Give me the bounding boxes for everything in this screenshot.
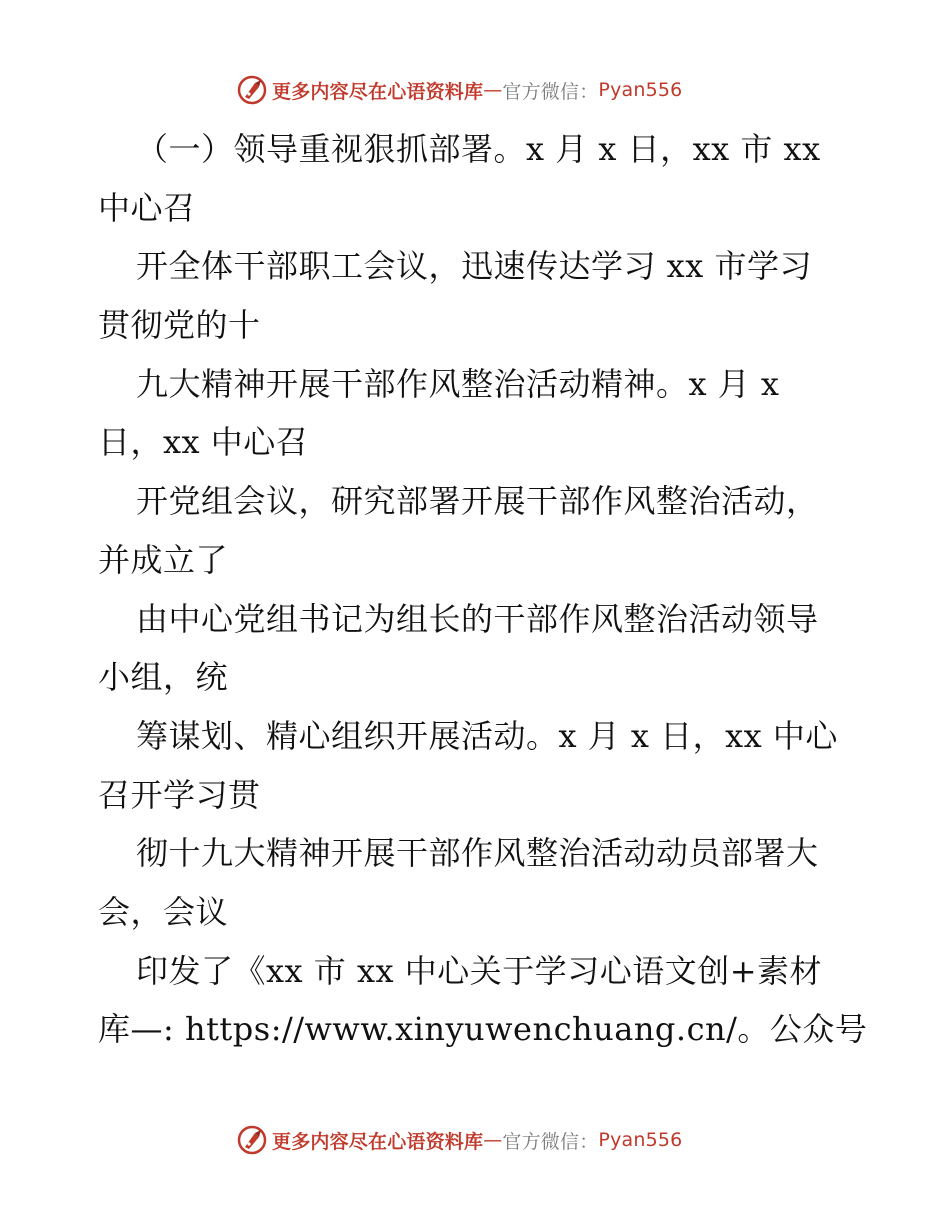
body-line: 九大精神开展干部作风整治活动精神。x 月 x xyxy=(136,364,780,403)
body-line: 库—: https://www.xinyuwenchuang.cn/。公众号 xyxy=(98,1010,868,1049)
body-line: 由中心党组书记为组长的干部作风整治活动领导 xyxy=(136,599,819,638)
body-line: 彻十九大精神开展干部作风整治活动动员部署大 xyxy=(136,834,819,873)
body-line: 中心召 xyxy=(98,188,196,227)
pen-nib-logo-icon xyxy=(236,1124,268,1156)
banner-dash: — xyxy=(483,79,503,101)
banner-wechat-label: 官方微信： xyxy=(502,80,599,103)
banner-wechat-id: Pyan556 xyxy=(598,1129,683,1151)
body-line: 会，会议 xyxy=(98,892,229,931)
body-line: 并成立了 xyxy=(98,540,229,579)
body-line: 开党组会议，研究部署开展干部作风整治活动， xyxy=(136,482,819,521)
document-body xyxy=(98,120,868,1059)
body-line: 筹谋划、精心组织开展活动。x 月 x 日，xx 中心 xyxy=(136,716,838,755)
banner-main-text: 更多内容尽在心语资料库 xyxy=(272,80,484,103)
body-line: 印发了《xx 市 xx 中心关于学习心语文创+素材 xyxy=(136,951,823,990)
pen-nib-logo-icon xyxy=(236,74,268,106)
body-line: 召开学习贯 xyxy=(98,775,261,814)
banner-wechat-id: Pyan556 xyxy=(598,79,683,101)
banner-dash: — xyxy=(483,1129,503,1151)
banner-wechat-label: 官方微信： xyxy=(502,1130,599,1153)
body-line: 小组，统 xyxy=(98,658,229,697)
footer-banner xyxy=(236,1122,716,1158)
body-line: （一）领导重视狠抓部署。x 月 x 日，xx 市 xx xyxy=(136,130,821,168)
body-line: 贯彻党的十 xyxy=(98,306,261,345)
body-line: 日，xx 中心召 xyxy=(98,423,309,462)
body-line: 开全体干部职工会议，迅速传达学习 xx 市学习 xyxy=(136,247,812,286)
header-banner xyxy=(236,72,716,108)
banner-main-text: 更多内容尽在心语资料库 xyxy=(272,1130,484,1153)
